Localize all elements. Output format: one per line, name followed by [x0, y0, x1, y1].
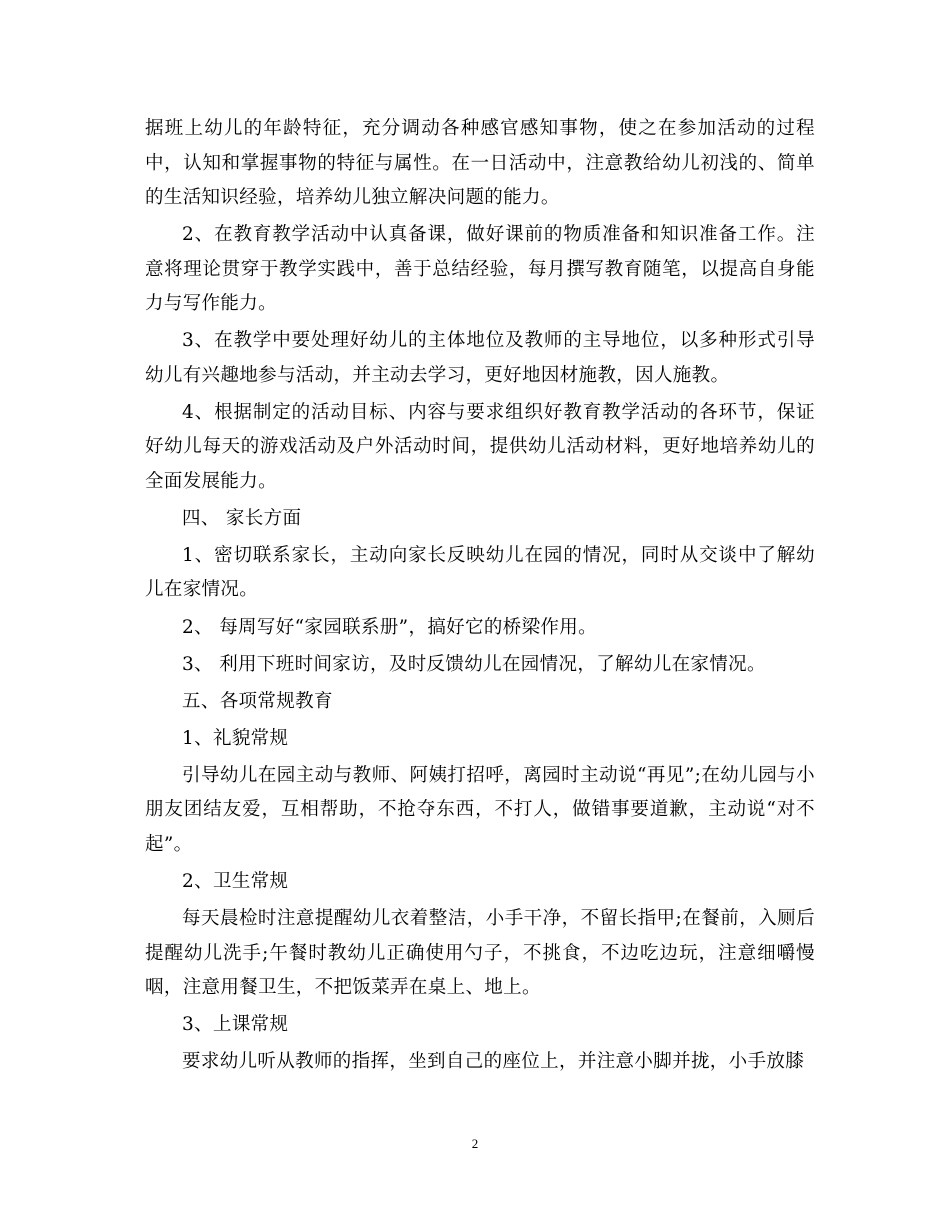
subsection-heading: 3、上课常规 [182, 1014, 289, 1036]
paragraph: 3、 利用下班时间家访，及时反馈幼儿在园情况，了解幼儿在家情况。 [182, 653, 766, 675]
paragraph: 每天晨检时注意提醒幼儿衣着整洁，小手干净，不留长指甲;在餐前，入厕后提醒幼儿洗手;午餐时教幼儿正确使用勺子，不挑食，不边吃边玩，注意细嚼慢咽，注意用餐卫生，不把饭菜弄在桌上、地上。 [145, 908, 815, 999]
document-body [145, 112, 815, 1082]
subsection-heading: 1、礼貌常规 [182, 727, 289, 749]
section-heading: 五、各项常规教育 [182, 690, 333, 712]
paragraph: 3、在教学中要处理好幼儿的主体地位及教师的主导地位，以多种形式引导幼儿有兴趣地参与活动，并主动去学习，更好地因材施教，因人施教。 [145, 330, 815, 386]
paragraph: 1、密切联系家长，主动向家长反映幼儿在园的情况，同时从交谈中了解幼儿在家情况。 [145, 544, 815, 601]
subsection-heading: 2、卫生常规 [182, 871, 289, 893]
paragraph: 2、在教育教学活动中认真备课，做好课前的物质准备和知识准备工作。注意将理论贯穿于教学实践中，善于总结经验，每月撰写教育随笔，以提高自身能力与写作能力。 [145, 224, 815, 315]
paragraph: 4、根据制定的活动目标、内容与要求组织好教育教学活动的各环节，保证好幼儿每天的游戏活动及户外活动时间，提供幼儿活动材料，更好地培养幼儿的全面发展能力。 [145, 401, 815, 492]
paragraph: 2、 每周写好“家园联系册”，搞好它的桥梁作用。 [182, 616, 597, 638]
page-number: 2 [471, 1136, 479, 1151]
section-heading: 四、 家长方面 [182, 507, 302, 529]
paragraph: 要求幼儿听从教师的指挥，坐到自己的座位上，并注意小脚并拢，小手放膝 [182, 1051, 805, 1073]
paragraph: 据班上幼儿的年龄特征，充分调动各种感官感知事物，使之在参加活动的过程中，认知和掌握事物的特征与属性。在一日活动中，注意教给幼儿初浅的、简单的生活知识经验，培养幼儿独立解决问题的能力。 [145, 118, 815, 208]
paragraph: 引导幼儿在园主动与教师、阿姨打招呼，离园时主动说“再见”;在幼儿园与小朋友团结友爱，互相帮助，不抢夺东西，不打人，做错事要道歉，主动说“对不起”。 [145, 764, 815, 855]
